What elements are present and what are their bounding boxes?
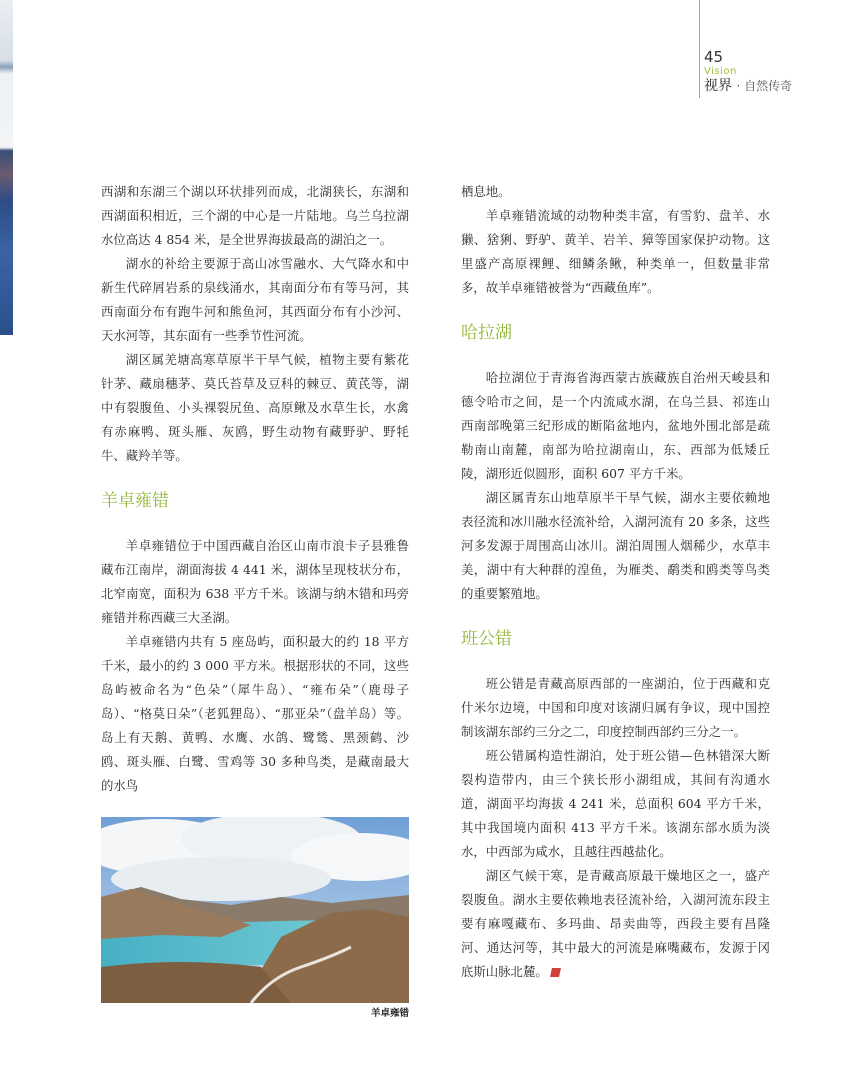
paragraph: 羊卓雍错内共有 5 座岛屿，面积最大的约 18 平方千米，最小的约 3 000 平方米。根据形状的不同，这些岛屿被命名为“色朵”（犀牛岛）、“雍布朵”（鹿母子岛）、“格莫日朵”（老狐狸岛）、“那亚朵”（盘羊岛）等。岛上有天鹅、黄鸭、水鹰、水鸽、鹭鸶、黑颈鹤、沙鸥、斑头雁、白鹭、雪鸡等 30 多种鸟类，是藏南最大的水鸟	[101, 634, 409, 793]
paragraph: 湖水的补给主要源于高山冰雪融水、大气降水和中新生代碎屑岩系的泉线涌水，其南面分布有等马河，其西南面分布有跑牛河和熊鱼河，其西面分布有小沙河、天水河等，其东面有一些季节性河流。	[101, 256, 409, 343]
end-mark-icon	[550, 968, 561, 977]
section-name: 视界	[704, 78, 732, 94]
header-divider-line	[699, 0, 700, 98]
photo-caption: 羊卓雍错	[370, 1008, 409, 1019]
paragraph: 哈拉湖位于青海省海西蒙古族藏族自治州天峻县和德令哈市之间，是一个内流咸水湖，在乌兰县、祁连山西南部晚第三纪形成的断陷盆地内，盆地外围北部是疏勒南山南麓，南部为哈拉湖南山，东、西部为低矮丘陵，湖形近似圆形，面积 607 平方千米。	[461, 370, 770, 481]
paragraph: 湖区属羌塘高寒草原半干旱气候，植物主要有紫花针茅、藏扇穗茅、莫氏苔草及豆科的棘豆、黄芪等，湖中有裂腹鱼、小头裸裂尻鱼、高原鳅及水草生长，水禽有赤麻鸭、斑头雁、灰鸥，野生动物有藏野驴、野牦牛、藏羚羊等。	[101, 352, 409, 463]
paragraph: 羊卓雍错位于中国西藏自治区山南市浪卡子县雅鲁藏布江南岸，湖面海拔 4 441 米，湖体呈现枝状分布，北窄南宽，面积为 638 平方千米。该湖与纳木错和玛旁雍错并称西藏三大圣湖。	[101, 538, 409, 625]
vision-label: Vision	[704, 66, 737, 77]
paragraph-last	[461, 864, 770, 984]
section-title	[704, 77, 792, 95]
page-number: 45	[704, 48, 724, 66]
edge-photo-strip	[0, 0, 13, 335]
paragraph: 栖息地。	[461, 184, 511, 199]
heading-bangong: 班公错	[461, 629, 512, 649]
heading-yamdrok: 羊卓雍错	[101, 491, 169, 511]
heading-hala: 哈拉湖	[461, 323, 512, 343]
page-header	[704, 48, 792, 95]
paragraph: 羊卓雍错流域的动物种类丰富，有雪豹、盘羊、水獭、猞猁、野驴、黄羊、岩羊、獐等国家保护动物。这里盛产高原裸鲤、细鳞条鳅，种类单一，但数量非常多，故羊卓雍错被誉为“西藏鱼库”。	[461, 208, 770, 295]
lake-photo	[101, 817, 409, 1003]
subsection-name: · 自然传奇	[736, 79, 793, 93]
paragraph: 班公错是青藏高原西部的一座湖泊，位于西藏和克什米尔边境，中国和印度对该湖归属有争议，现中国控制该湖东部约三分之二，印度控制西部约三分之一。	[461, 676, 770, 739]
paragraph: 班公错属构造性湖泊，处于班公错—色林错深大断裂构造带内，由三个狭长形小湖组成，其间有沟通水道，湖面平均海拔 4 241 米，总面积 604 平方千米，其中我国境内面积 413 平方千米。该湖东部水质为淡水，中西部为咸水，且越往西越盐化。	[461, 748, 770, 859]
right-column	[461, 180, 770, 984]
lake-photo-illustration	[101, 817, 409, 1003]
paragraph-text: 湖区气候干寒，是青藏高原最干燥地区之一，盛产裂腹鱼。湖水主要依赖地表径流补给，入湖河流东段主要有麻嘎藏布、多玛曲、昂卖曲等，西段主要有昌隆河、通达河等，其中最大的河流是麻嘴藏布，发源于冈底斯山脉北麓。	[461, 868, 770, 979]
left-column	[101, 180, 409, 798]
paragraph: 湖区属青东山地草原半干旱气候，湖水主要依赖地表径流和冰川融水径流补给，入湖河流有 20 多条，这些河多发源于周围高山冰川。湖泊周围人烟稀少，水草丰美，湖中有大种群的湟鱼，为雁类、鹬类和鸥类等鸟类的重要繁殖地。	[461, 490, 770, 601]
paragraph: 西湖和东湖三个湖以环状排列而成，北湖狭长，东湖和西湖面积相近，三个湖的中心是一片陆地。乌兰乌拉湖水位高达 4 854 米，是全世界海拔最高的湖泊之一。	[101, 184, 409, 247]
